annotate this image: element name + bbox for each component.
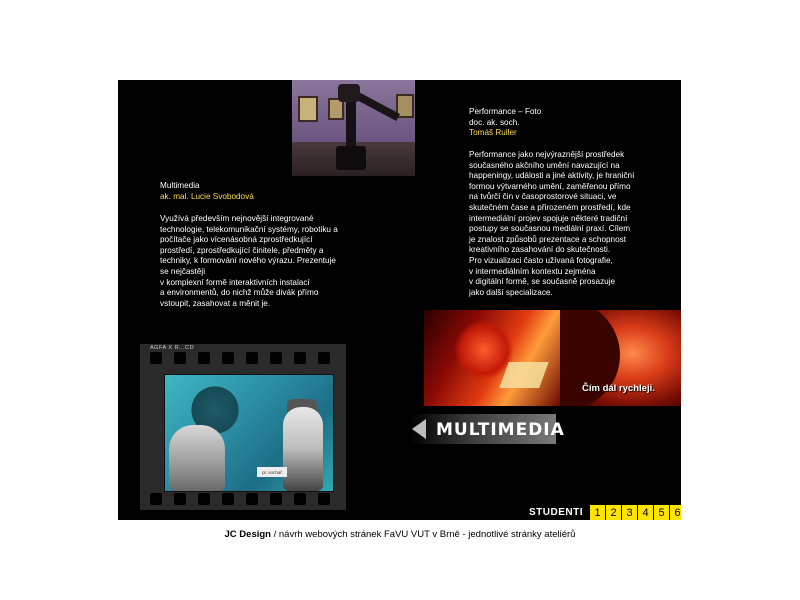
studenti-page-5[interactable]: 5 [653,505,669,520]
footer-text: / návrh webových stránek FaVU VUT v Brně - jednotlivé stránky ateliérů [270,529,576,540]
film-frame-image [164,374,334,492]
performance-author: Tomáš Ruller [469,128,517,137]
studenti-label: STUDENTI [529,507,583,518]
performance-degree: doc. ak. soch. [469,118,520,127]
gallery-robot-photo [292,80,415,176]
multimedia-author: ak. mal. Lucie Svobodová [160,192,254,201]
film-perforations-top [140,352,346,366]
film-plate-label: pr. sochař [257,467,287,477]
multimedia-banner-label: MULTIMEDIA [436,420,565,440]
multimedia-banner[interactable] [410,414,565,444]
studenti-page-2[interactable]: 2 [605,505,621,520]
page-canvas [118,80,681,520]
film-edge-label: AGFA X R...CD [150,345,195,351]
film-perforations-bottom [140,493,346,507]
studenti-page-1[interactable]: 1 [589,505,605,520]
studenti-page-6[interactable]: 6 [669,505,681,520]
studenti-page-3[interactable]: 3 [621,505,637,520]
face-photo [560,310,681,406]
multimedia-title: Multimedia [160,181,200,190]
red-motion-photo [424,310,560,406]
studenti-page-links [589,505,681,520]
back-arrow-icon[interactable] [412,419,426,439]
footer-brand: JC Design [224,529,271,540]
studenti-nav [529,505,681,520]
footer-caption [0,529,800,540]
multimedia-description: Využívá především nejnovější integrované technologie, telekomunikační systémy, robotiku a počítače jako vícenásobná zprostředkující prostředí, zprostředkující činitele, předměty a techniky, k formování nového výrazu. Prezentuje se nejčastěji v komplexní formě interaktivních instalací a environmentů, do nichž může divák přímo vstoupit, zasahovat a měnit je. [160,214,338,308]
studenti-page-4[interactable]: 4 [637,505,653,520]
face-photo-caption: Čím dál rychleji. [582,383,655,394]
film-strip-photo [140,344,346,510]
performance-description: Performance jako nejvýraznější prostředek současného akčního umění navazující na happeningy, události a jiné aktivity, je hraniční formou výtvarného umění, zaměřenou přímo na tvůrčí čin v časoprostorové situaci, ve skutečném čase a přirozeném prostředí, kde intermediální projev spojuje některé tradiční postupy se současnou mediální praxí. Cílem je znalost způsobů prezentace a schopnost kreativního zasahování do skutečnosti. Pro vizualizaci často užívaná fotografie, v intermediálním kontextu zejména v digitální formě, se současně prosazuje jako další specializace. [469,150,635,297]
performance-title: Performance – Foto [469,107,542,116]
